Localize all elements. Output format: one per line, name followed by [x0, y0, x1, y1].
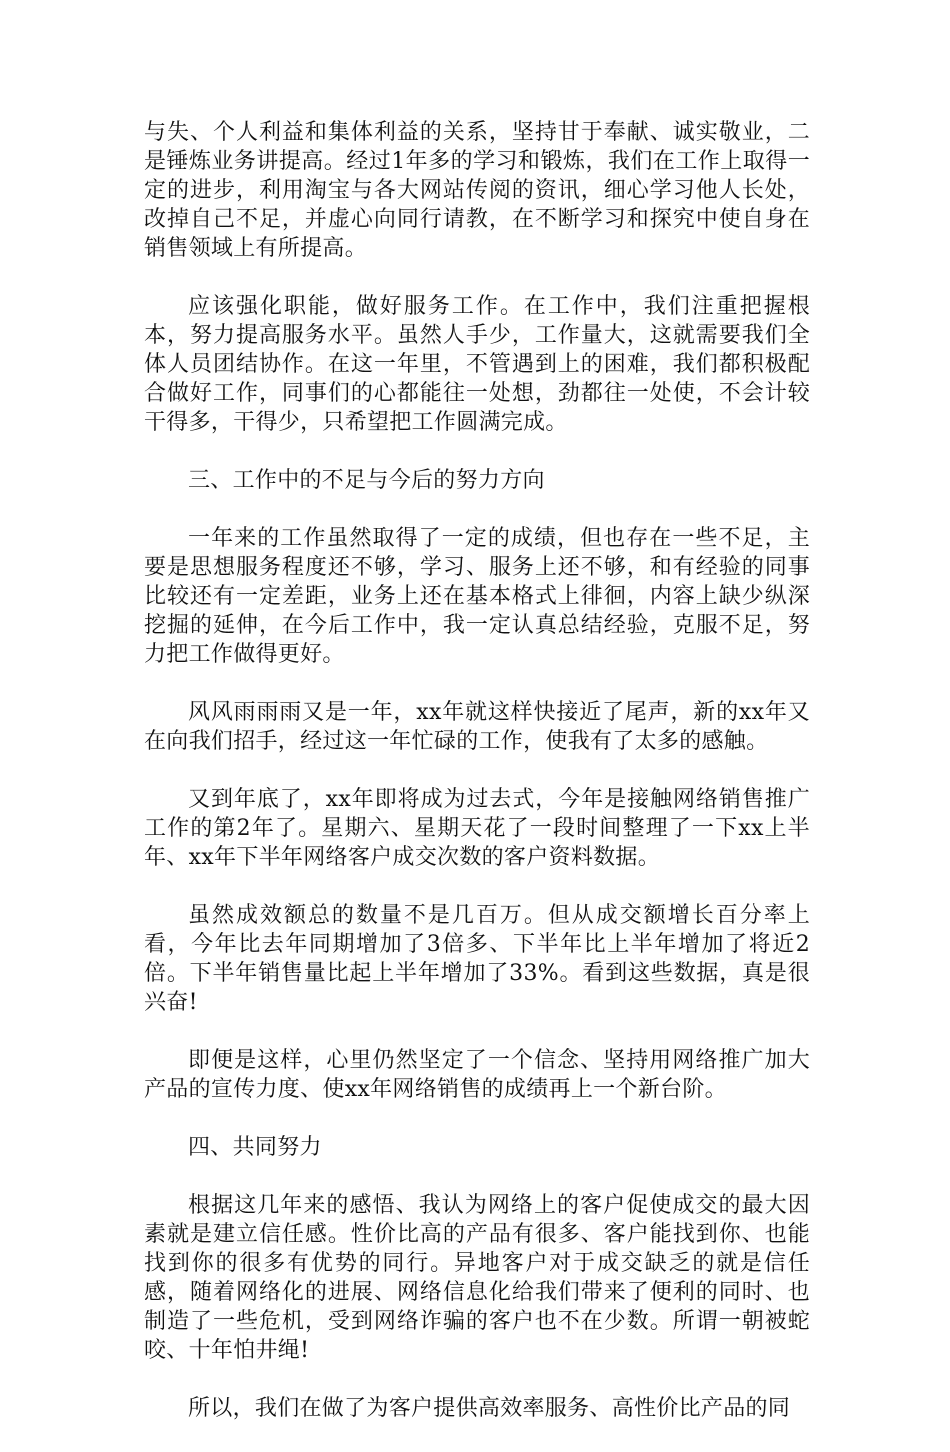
paragraph-trust: 根据这几年来的感悟、我认为网络上的客户促使成交的最大因素就是建立信任感。性价比高的产品有很多、客户能找到你、也能找到你的很多有优势的同行。异地客户对于成交缺乏的就是信任感，随着网络化的进展、网络信息化给我们带来了便利的同时、也制造了一些危机，受到网络诈骗的客户也不在少数。所谓一朝被蛇咬、十年怕井绳!	[144, 1193, 810, 1363]
paragraph-belief: 即便是这样，心里仍然坚定了一个信念、坚持用网络推广加大产品的宣传力度、使xx年网络销售的成绩再上一个新台阶。	[144, 1048, 810, 1102]
paragraph-data-review: 又到年底了，xx年即将成为过去式，今年是接触网络销售推广工作的第2年了。星期六、星期天花了一段时间整理了一下xx上半年、xx年下半年网络客户成交次数的客户资料数据。	[144, 787, 810, 870]
paragraph-growth: 虽然成效额总的数量不是几百万。但从成交额增长百分率上看，今年比去年同期增加了3倍多、下半年比上半年增加了将近2倍。下半年销售量比起上半年增加了33%。看到这些数据，真是很兴奋!	[144, 903, 810, 1015]
paragraph-continuation: 与失、个人利益和集体利益的关系，坚持甘于奉献、诚实敬业，二是锤炼业务讲提高。经过1年多的学习和锻炼，我们在工作上取得一定的进步，利用淘宝与各大网站传阅的资讯，细心学习他人长处，改掉自己不足，并虚心向同行请教，在不断学习和探究中使自身在销售领域上有所提高。	[144, 120, 810, 261]
section-heading-shortcomings: 三、工作中的不足与今后的努力方向	[188, 468, 545, 493]
paragraph-conclusion-start: 所以，我们在做了为客户提供高效率服务、高性价比产品的同	[188, 1396, 791, 1421]
paragraph-year-end: 风风雨雨雨又是一年，xx年就这样快接近了尾声，新的xx年又在向我们招手，经过这一年忙碌的工作，使我有了太多的感触。	[144, 700, 810, 754]
paragraph-shortcomings: 一年来的工作虽然取得了一定的成绩，但也存在一些不足，主要是思想服务程度还不够，学习、服务上还不够，和有经验的同事比较还有一定差距，业务上还在基本格式上徘徊，内容上缺少纵深挖掘的延伸，在今后工作中，我一定认真总结经验，克服不足，努力把工作做得更好。	[144, 526, 810, 667]
document-body	[144, 118, 810, 1452]
section-heading-joint-effort: 四、共同努力	[188, 1135, 322, 1160]
paragraph-service-work: 应该强化职能，做好服务工作。在工作中，我们注重把握根本，努力提高服务水平。虽然人手少，工作量大，这就需要我们全体人员团结协作。在这一年里，不管遇到上的困难，我们都积极配合做好工作，同事们的心都能往一处想，劲都往一处使，不会计较干得多，干得少，只希望把工作圆满完成。	[144, 294, 810, 435]
